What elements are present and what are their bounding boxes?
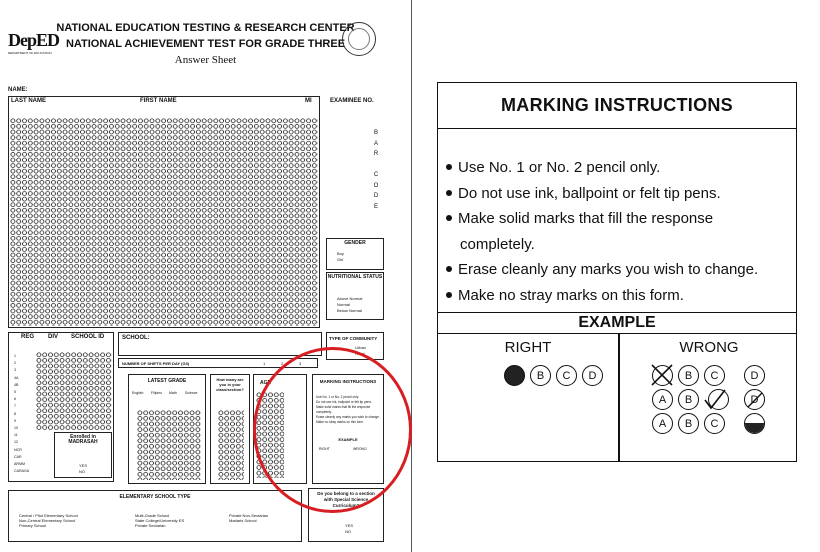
bubble-c-check-marked bbox=[708, 389, 729, 410]
bubble-a: A bbox=[652, 389, 673, 410]
bubble-b: B bbox=[678, 413, 699, 434]
gender-girl-option[interactable]: Girl bbox=[337, 257, 344, 262]
shifts-row: NUMBER OF SHIFTS PER DAY (G3) 1 2 3 bbox=[118, 358, 318, 368]
community-rural-option[interactable]: Rural bbox=[355, 351, 365, 356]
last-name-label: LAST NAME bbox=[11, 98, 46, 104]
bubble-c: C bbox=[556, 365, 577, 386]
bubble-b: B bbox=[678, 389, 699, 410]
div-label: DIV bbox=[48, 334, 59, 340]
madrasah-no-option[interactable]: NO bbox=[79, 469, 85, 474]
gender-box: GENDER Boy Girl bbox=[326, 238, 384, 270]
bullet-icon bbox=[446, 190, 452, 196]
gender-boy-option[interactable]: Boy bbox=[337, 251, 344, 256]
bubble-a-x-marked bbox=[652, 365, 673, 386]
sheet-title-2: NATIONAL ACHIEVEMENT TEST FOR GRADE THREE bbox=[65, 38, 346, 50]
marking-instructions-title: MARKING INSTRUCTIONS bbox=[438, 83, 796, 129]
name-label: NAME: bbox=[8, 87, 28, 93]
bullet-icon bbox=[446, 292, 452, 298]
first-name-label: FIRST NAME bbox=[140, 98, 177, 104]
community-urban-option[interactable]: Urban bbox=[355, 345, 366, 350]
sheet-title-3: Answer Sheet bbox=[174, 54, 237, 66]
reg-label: REG bbox=[21, 334, 35, 340]
grade-bubbles[interactable] bbox=[137, 410, 201, 480]
barcode-letters: B A R C O D E bbox=[373, 130, 379, 210]
special-yes-option[interactable]: YES bbox=[345, 523, 354, 528]
bubble-b: B bbox=[530, 365, 551, 386]
shift-2-option[interactable]: 2 bbox=[281, 361, 284, 366]
instruction-item-continued: completely. bbox=[460, 235, 535, 253]
madrasah-box: Enrolled in MADRASAH YES NO bbox=[54, 432, 112, 478]
school-id-label: SCHOOL ID bbox=[71, 334, 105, 340]
examinee-no-label: EXAMINEE NO. bbox=[330, 98, 374, 104]
mini-marking-instructions: MARKING INSTRUCTIONS Use No. 1 or No. 2 pencil only. Do not use ink, ballpoint or felt tip pens. Make solid marks that fill the response completely. Erase cleanly any marks you wish to change. Make no stray marks on this form. EXAMPLE RIGHT WRONG bbox=[312, 374, 384, 484]
bullet-icon bbox=[446, 164, 452, 170]
sheet-title-1: NATIONAL EDUCATION TESTING & RESEARCH CENTER bbox=[56, 22, 355, 34]
school-id-bubbles[interactable] bbox=[36, 352, 112, 430]
shift-1-option[interactable]: 1 bbox=[263, 361, 266, 366]
bubble-a: A bbox=[652, 413, 673, 434]
instruction-item: Make no stray marks on this form. bbox=[444, 283, 794, 309]
instruction-item: Erase cleanly any marks you wish to change. bbox=[444, 257, 794, 283]
name-bubbles[interactable] bbox=[10, 118, 318, 326]
special-no-option[interactable]: NO bbox=[345, 529, 351, 534]
bubble-b: B bbox=[678, 365, 699, 386]
school-type-box: ELEMENTARY SCHOOL TYPE Central / Pilot Elementary School Non-Central Elementary School Primary School Multi-Grade School State College/University ES Private Sectarian Private Non-Sectarian Madaris School bbox=[8, 490, 302, 542]
instruction-item: Make solid marks that fill the response bbox=[444, 206, 794, 232]
bubble-a-filled bbox=[504, 365, 525, 386]
age-bubbles[interactable] bbox=[256, 392, 284, 478]
instructions-list bbox=[444, 155, 794, 308]
nutritional-box: NUTRITIONAL STATUS Above Normal Normal Below Normal bbox=[326, 272, 384, 320]
reg-codes: 1 2 3 4A 4B 5 6 7 8 9 10 11 12 NCR CAR ARMM CARAGA bbox=[14, 354, 30, 474]
class-size-box: How many are you in your class/section? bbox=[210, 374, 250, 484]
bullet-icon bbox=[446, 266, 452, 272]
shift-3-option[interactable]: 3 bbox=[299, 361, 302, 366]
bubble-d: D bbox=[744, 365, 765, 386]
school-field[interactable]: SCHOOL: bbox=[118, 332, 322, 356]
wrong-label: WRONG bbox=[679, 339, 739, 356]
age-box: AGE bbox=[253, 374, 307, 484]
instruction-item: Use No. 1 or No. 2 pencil only. bbox=[444, 155, 794, 181]
bubble-d: D bbox=[582, 365, 603, 386]
bullet-icon bbox=[446, 215, 452, 221]
type-of-community-box: TYPE OF COMMUNITY Urban Rural bbox=[326, 332, 384, 360]
right-label: RIGHT bbox=[504, 339, 552, 356]
instruction-item: Do not use ink, ballpoint or felt tip pens. bbox=[444, 181, 794, 207]
nutritional-below-option[interactable]: Below Normal bbox=[337, 308, 362, 313]
marking-instructions-panel bbox=[437, 82, 797, 462]
bubble-c: C bbox=[704, 365, 725, 386]
deped-logo: DepED DEPARTMENT OF EDUCATION bbox=[8, 30, 60, 55]
latest-grade-box: LATEST GRADE English Filipino Math Science bbox=[128, 374, 206, 484]
special-science-box: Do you belong to a section with Special Science Curriculum? YES NO bbox=[308, 488, 384, 542]
madrasah-yes-option[interactable]: YES bbox=[79, 463, 88, 468]
nutritional-normal-option[interactable]: Normal bbox=[337, 302, 350, 307]
bubble-d-slashed: D bbox=[744, 389, 765, 410]
nutritional-above-option[interactable]: Above Normal bbox=[337, 296, 363, 301]
class-size-bubbles[interactable] bbox=[218, 410, 244, 480]
bubble-d-half-filled bbox=[744, 413, 765, 434]
seal-icon bbox=[342, 22, 376, 56]
example-header: EXAMPLE bbox=[438, 312, 796, 334]
mi-label: MI bbox=[305, 98, 312, 104]
bubble-c: C bbox=[704, 413, 725, 434]
